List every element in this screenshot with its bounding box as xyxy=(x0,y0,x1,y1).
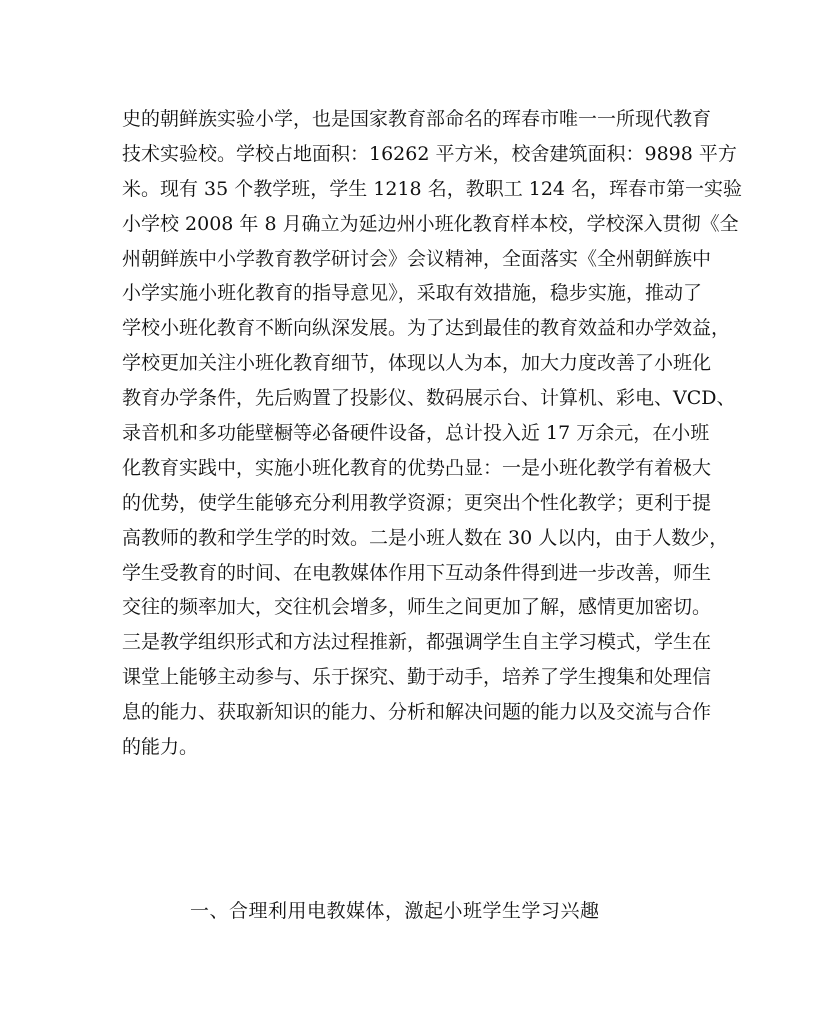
paragraph-line: 州朝鲜族中小学教育教学研讨会》会议精神，全面落实《全州朝鲜族中 xyxy=(122,247,712,270)
paragraph-line: 学校小班化教育不断向纵深发展。为了达到最佳的教育效益和办学效益， xyxy=(122,317,731,340)
paragraph-line: 的能力。 xyxy=(122,736,199,759)
paragraph-line: 高教师的教和学生学的时效。二是小班人数在 30 人以内，由于人数少， xyxy=(122,526,729,549)
section-heading: 一、合理利用电教媒体，激起小班学生学习兴趣 xyxy=(190,900,600,922)
paragraph-line: 交往的频率加大，交往机会增多，师生之间更加了解，感情更加密切。 xyxy=(122,596,712,619)
paragraph-line: 学生受教育的时间、在电教媒体作用下互动条件得到进一步改善，师生 xyxy=(122,561,712,584)
paragraph-line: 小学校 2008 年 8 月确立为延边州小班化教育样本校，学校深入贯彻《全 xyxy=(122,212,739,235)
paragraph-line: 教育办学条件，先后购置了投影仪、数码展示台、计算机、彩电、VCD、 xyxy=(122,387,736,410)
paragraph-line: 息的能力、获取新知识的能力、分析和解决问题的能力以及交流与合作 xyxy=(122,701,712,724)
paragraph-line: 技术实验校。学校占地面积：16262 平方米，校舍建筑面积：9898 平方 xyxy=(122,142,737,165)
paragraph-line: 小学实施小班化教育的指导意见》，采取有效措施，稳步实施，推动了 xyxy=(122,282,702,305)
paragraph-line: 课堂上能够主动参与、乐于探究、勤于动手，培养了学生搜集和处理信 xyxy=(122,666,712,689)
paragraph-line: 的优势，使学生能够充分利用教学资源；更突出个性化教学；更利于提 xyxy=(122,491,712,514)
paragraph-line: 三是教学组织形式和方法过程推新，都强调学生自主学习模式，学生在 xyxy=(122,631,712,654)
paragraph-line: 米。现有 35 个教学班，学生 1218 名，教职工 124 名，珲春市第一实验 xyxy=(122,177,743,200)
body-paragraph xyxy=(122,102,743,765)
paragraph-line: 史的朝鲜族实验小学，也是国家教育部命名的珲春市唯一一所现代教育 xyxy=(122,108,712,130)
paragraph-line: 录音机和多功能壁橱等必备硬件设备，总计投入近 17 万余元，在小班 xyxy=(122,422,710,445)
paragraph-line: 化教育实践中，实施小班化教育的优势凸显：一是小班化教学有着极大 xyxy=(122,456,712,479)
paragraph-line: 学校更加关注小班化教育细节，体现以人为本，加大力度改善了小班化 xyxy=(122,352,712,375)
